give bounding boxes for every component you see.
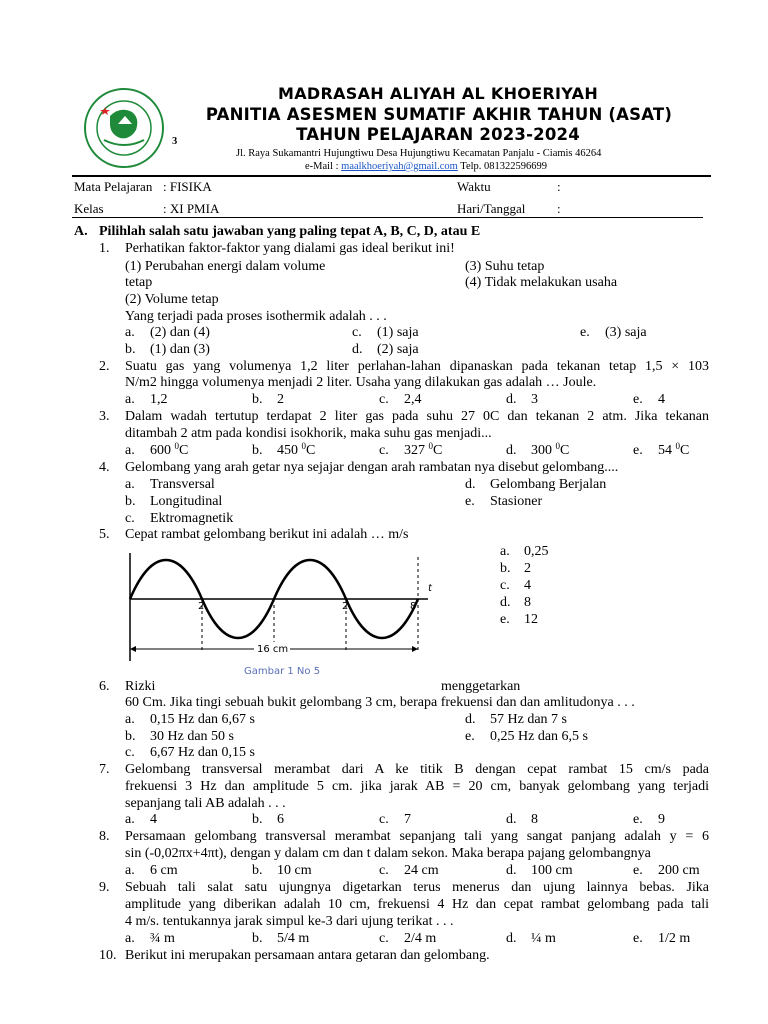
school-address: Jl. Raya Sukamantri Hujungtiwu Desa Hujungtiwu Kecamatan Panjalu - Ciamis 46264 — [236, 148, 602, 159]
q7-a-label: a. — [125, 812, 135, 827]
q3-e-label: e. — [633, 443, 643, 458]
q1-factor-1: (1) Perubahan energi dalam volume — [125, 259, 326, 274]
q5-number: 5. — [99, 527, 110, 542]
q1-factor-3: (3) Suhu tetap — [465, 259, 545, 274]
q4-d-label: d. — [465, 477, 476, 492]
q5-option-a: 0,25 — [524, 544, 549, 559]
q4-option-a: Transversal — [150, 477, 215, 492]
q8-option-d: 100 cm — [531, 863, 573, 878]
q3-option-b: 450 $^0$C — [277, 441, 316, 458]
q8-option-c: 24 cm — [404, 863, 439, 878]
contact-line — [305, 161, 547, 172]
q4-option-c: Ektromagnetik — [150, 511, 234, 526]
q8-d-label: d. — [506, 863, 517, 878]
q1-option-a: (2) dan (4) — [150, 325, 210, 340]
q6-option-d: 57 Hz dan 7 s — [490, 712, 567, 727]
q3-option-e: 54 $^0$C — [658, 441, 690, 458]
q7-option-e: 9 — [658, 812, 665, 827]
q2-e-label: e. — [633, 392, 643, 407]
q7-line-1: Gelombang transversal merambat dari A ke titik B dengan cepat rambat 15 cm/s pada — [125, 762, 709, 777]
q2-c-label: c. — [379, 392, 389, 407]
q4-e-label: e. — [465, 494, 475, 509]
committee-title: PANITIA ASESMEN SUMATIF AKHIR TAHUN (ASAT) — [205, 105, 673, 124]
q3-d-label: d. — [506, 443, 517, 458]
email-link[interactable]: maalkhoeriyah@gmail.com — [341, 161, 458, 172]
q2-option-d: 3 — [531, 392, 538, 407]
q5-e-label: e. — [500, 612, 510, 627]
q1-factor-1-cont: tetap — [125, 275, 153, 290]
q3-option-c: 327 $^0$C — [404, 441, 443, 458]
class-value: : XI PMIA — [163, 201, 220, 216]
q1-option-d: (2) saja — [377, 342, 419, 357]
q9-d-label: d. — [506, 931, 517, 946]
q7-b-label: b. — [252, 812, 263, 827]
q5-option-b: 2 — [524, 561, 531, 576]
q1-option-e: (3) saja — [605, 325, 647, 340]
q2-line-1: Suatu gas yang volumenya 1,2 liter perlahan-lahan dipanaskan pada tekanan tetap 1,5 × 103 — [125, 359, 709, 374]
q5-option-c: 4 — [524, 578, 531, 593]
q9-line-1: Sebuah tali salat satu ujungnya digetarkan terus menerus dan ujung lainnya bebas. Jika — [125, 880, 709, 895]
q1-option-c: (1) saja — [377, 325, 419, 340]
q2-option-e: 4 — [658, 392, 665, 407]
q8-c-label: c. — [379, 863, 389, 878]
q6-number: 6. — [99, 679, 110, 694]
q9-option-c: 2/4 m — [404, 931, 437, 946]
q6-option-a: 0,15 Hz dan 6,67 s — [150, 712, 255, 727]
q6-b-label: b. — [125, 729, 136, 744]
subject-label: Mata Pelajaran — [74, 179, 153, 194]
logo-mark: 3 — [172, 136, 178, 147]
q7-c-label: c. — [379, 812, 389, 827]
q5-a-label: a. — [500, 544, 510, 559]
q9-e-label: e. — [633, 931, 643, 946]
q7-d-label: d. — [506, 812, 517, 827]
q9-option-d: ¼ m — [531, 931, 556, 946]
q1-c-label: c. — [352, 325, 362, 340]
q9-option-a: ¾ m — [150, 931, 175, 946]
q7-option-d: 8 — [531, 812, 538, 827]
q6-word-2: menggetarkan — [441, 679, 521, 694]
q4-b-label: b. — [125, 494, 136, 509]
q6-line-2: 60 Cm. Jika tingi sebuah bukit gelombang 3 cm, berapa frekuensi dan dan amlitudonya . . . — [125, 695, 635, 710]
q5-option-e: 12 — [524, 612, 538, 627]
q9-line-2: amplitude yang diberikan adalah 10 cm, frekuensi 4 Hz dan cepat rambat gelombang pada tali — [125, 897, 709, 912]
q8-b-label: b. — [252, 863, 263, 878]
school-year: TAHUN PELAJARAN 2023-2024 — [296, 125, 580, 144]
q3-a-label: a. — [125, 443, 135, 458]
school-name: MADRASAH ALIYAH AL KHOERIYAH — [277, 84, 599, 103]
q6-option-e: 0,25 Hz dan 6,5 s — [490, 729, 588, 744]
q7-line-3: sepanjang tali AB adalah . . . — [125, 796, 286, 811]
q2-number: 2. — [99, 359, 110, 374]
wave-length-label: 16 cm — [257, 644, 289, 655]
class-label: Kelas — [74, 201, 104, 216]
q5-c-label: c. — [500, 578, 510, 593]
q5-text: Cepat rambat gelombang berikut ini adalah … m/s — [125, 527, 409, 542]
q5-option-d: 8 — [524, 595, 531, 610]
q7-number: 7. — [99, 762, 110, 777]
wave-label-8: 8 — [410, 601, 417, 612]
q2-a-label: a. — [125, 392, 135, 407]
wave-figure — [122, 543, 442, 661]
q1-d-label: d. — [352, 342, 363, 357]
q6-a-label: a. — [125, 712, 135, 727]
q6-option-c: 6,67 Hz dan 0,15 s — [150, 745, 255, 760]
q3-option-d: 300 $^0$C — [531, 441, 570, 458]
q1-factor-2: (2) Volume tetap — [125, 292, 219, 307]
info-divider — [72, 217, 703, 218]
q8-line-1: Persamaan gelombang transversal merambat sepanjang tali yang sangat panjang adalah y = 6 — [125, 829, 709, 844]
section-letter: A. — [74, 224, 88, 239]
q2-option-c: 2,4 — [404, 392, 422, 407]
q1-text: Perhatikan faktor-faktor yang dialami gas ideal berikut ini! — [125, 241, 455, 256]
q9-option-b: 5/4 m — [277, 931, 310, 946]
q8-a-label: a. — [125, 863, 135, 878]
wave-label-2b: 2 — [342, 601, 349, 612]
wave-label-t: t — [428, 583, 432, 594]
email-label: e-Mail : — [305, 161, 339, 172]
wave-label-2a: 2 — [198, 601, 205, 612]
q9-option-e: 1/2 m — [658, 931, 691, 946]
header-divider — [72, 175, 711, 177]
figure-caption: Gambar 1 No 5 — [244, 666, 321, 677]
q9-line-3: 4 m/s. tentukannya jarak simpul ke-3 dari ujung terikat . . . — [125, 914, 454, 929]
time-label: Waktu — [457, 179, 491, 194]
time-value: : — [557, 179, 561, 194]
q7-line-2: frekuensi 3 Hz dan amplitude 5 cm. jika jarak AB = 20 cm, banyak gelombang yang terjadi — [125, 779, 709, 794]
section-title: Pilihlah salah satu jawaban yang paling tepat A, B, C, D, atau E — [99, 224, 481, 239]
q9-number: 9. — [99, 880, 110, 895]
q3-option-a: 600 $^0$C — [150, 441, 189, 458]
q9-c-label: c. — [379, 931, 389, 946]
q1-prompt: Yang terjadi pada proses isothermik adalah . . . — [125, 309, 387, 324]
q1-number: 1. — [99, 241, 110, 256]
q8-e-label: e. — [633, 863, 643, 878]
q3-line-1: Dalam wadah tertutup terdapat 2 liter gas pada suhu 27 0C dan tekanan 2 atm. Jika tekanan — [125, 409, 709, 424]
q8-number: 8. — [99, 829, 110, 844]
q6-option-b: 30 Hz dan 50 s — [150, 729, 234, 744]
q2-d-label: d. — [506, 392, 517, 407]
q9-b-label: b. — [252, 931, 263, 946]
q1-factor-4: (4) Tidak melakukan usaha — [465, 275, 618, 290]
q2-b-label: b. — [252, 392, 263, 407]
q6-d-label: d. — [465, 712, 476, 727]
q4-text: Gelombang yang arah getar nya sejajar dengan arah rambatan nya disebut gelombang.... — [125, 460, 619, 475]
q8-option-b: 10 cm — [277, 863, 312, 878]
q10-text: Berikut ini merupakan persamaan antara getaran dan gelombang. — [125, 948, 490, 963]
q8-option-a: 6 cm — [150, 863, 178, 878]
q2-option-b: 2 — [277, 392, 284, 407]
date-label: Hari/Tanggal — [457, 201, 526, 216]
q1-a-label: a. — [125, 325, 135, 340]
q6-word-1: Rizki — [125, 679, 156, 694]
q4-c-label: c. — [125, 511, 135, 526]
q2-option-a: 1,2 — [150, 392, 168, 407]
q4-option-b: Longitudinal — [150, 494, 223, 509]
q3-c-label: c. — [379, 443, 389, 458]
date-value: : — [557, 201, 561, 216]
q4-option-d: Gelombang Berjalan — [490, 477, 607, 492]
q1-option-b: (1) dan (3) — [150, 342, 210, 357]
q2-line-2: N/m2 hingga volumenya menjadi 2 liter. Usaha yang dilakukan gas adalah … Joule. — [125, 375, 597, 390]
q6-e-label: e. — [465, 729, 475, 744]
q4-number: 4. — [99, 460, 110, 475]
q10-number: 10. — [99, 948, 117, 963]
q8-line-2: sin (-0,02πx+4πt), dengan y dalam cm dan t dalam sekon. Maka berapa pajang gelombangnya — [125, 846, 651, 861]
q8-option-e: 200 cm — [658, 863, 700, 878]
q4-a-label: a. — [125, 477, 135, 492]
q5-d-label: d. — [500, 595, 511, 610]
q3-number: 3. — [99, 409, 110, 424]
q3-b-label: b. — [252, 443, 263, 458]
q1-b-label: b. — [125, 342, 136, 357]
subject-value: : FISIKA — [163, 179, 212, 194]
q7-e-label: e. — [633, 812, 643, 827]
q4-option-e: Stasioner — [490, 494, 543, 509]
q7-option-a: 4 — [150, 812, 157, 827]
q3-line-2: ditambah 2 atm pada kondisi isokhorik, maka suhu gas menjadi... — [125, 426, 492, 441]
q6-c-label: c. — [125, 745, 135, 760]
q7-option-b: 6 — [277, 812, 284, 827]
q9-a-label: a. — [125, 931, 135, 946]
q5-b-label: b. — [500, 561, 511, 576]
q1-e-label: e. — [580, 325, 590, 340]
phone: Telp. 081322596699 — [460, 161, 548, 172]
school-logo — [80, 88, 176, 168]
q7-option-c: 7 — [404, 812, 411, 827]
